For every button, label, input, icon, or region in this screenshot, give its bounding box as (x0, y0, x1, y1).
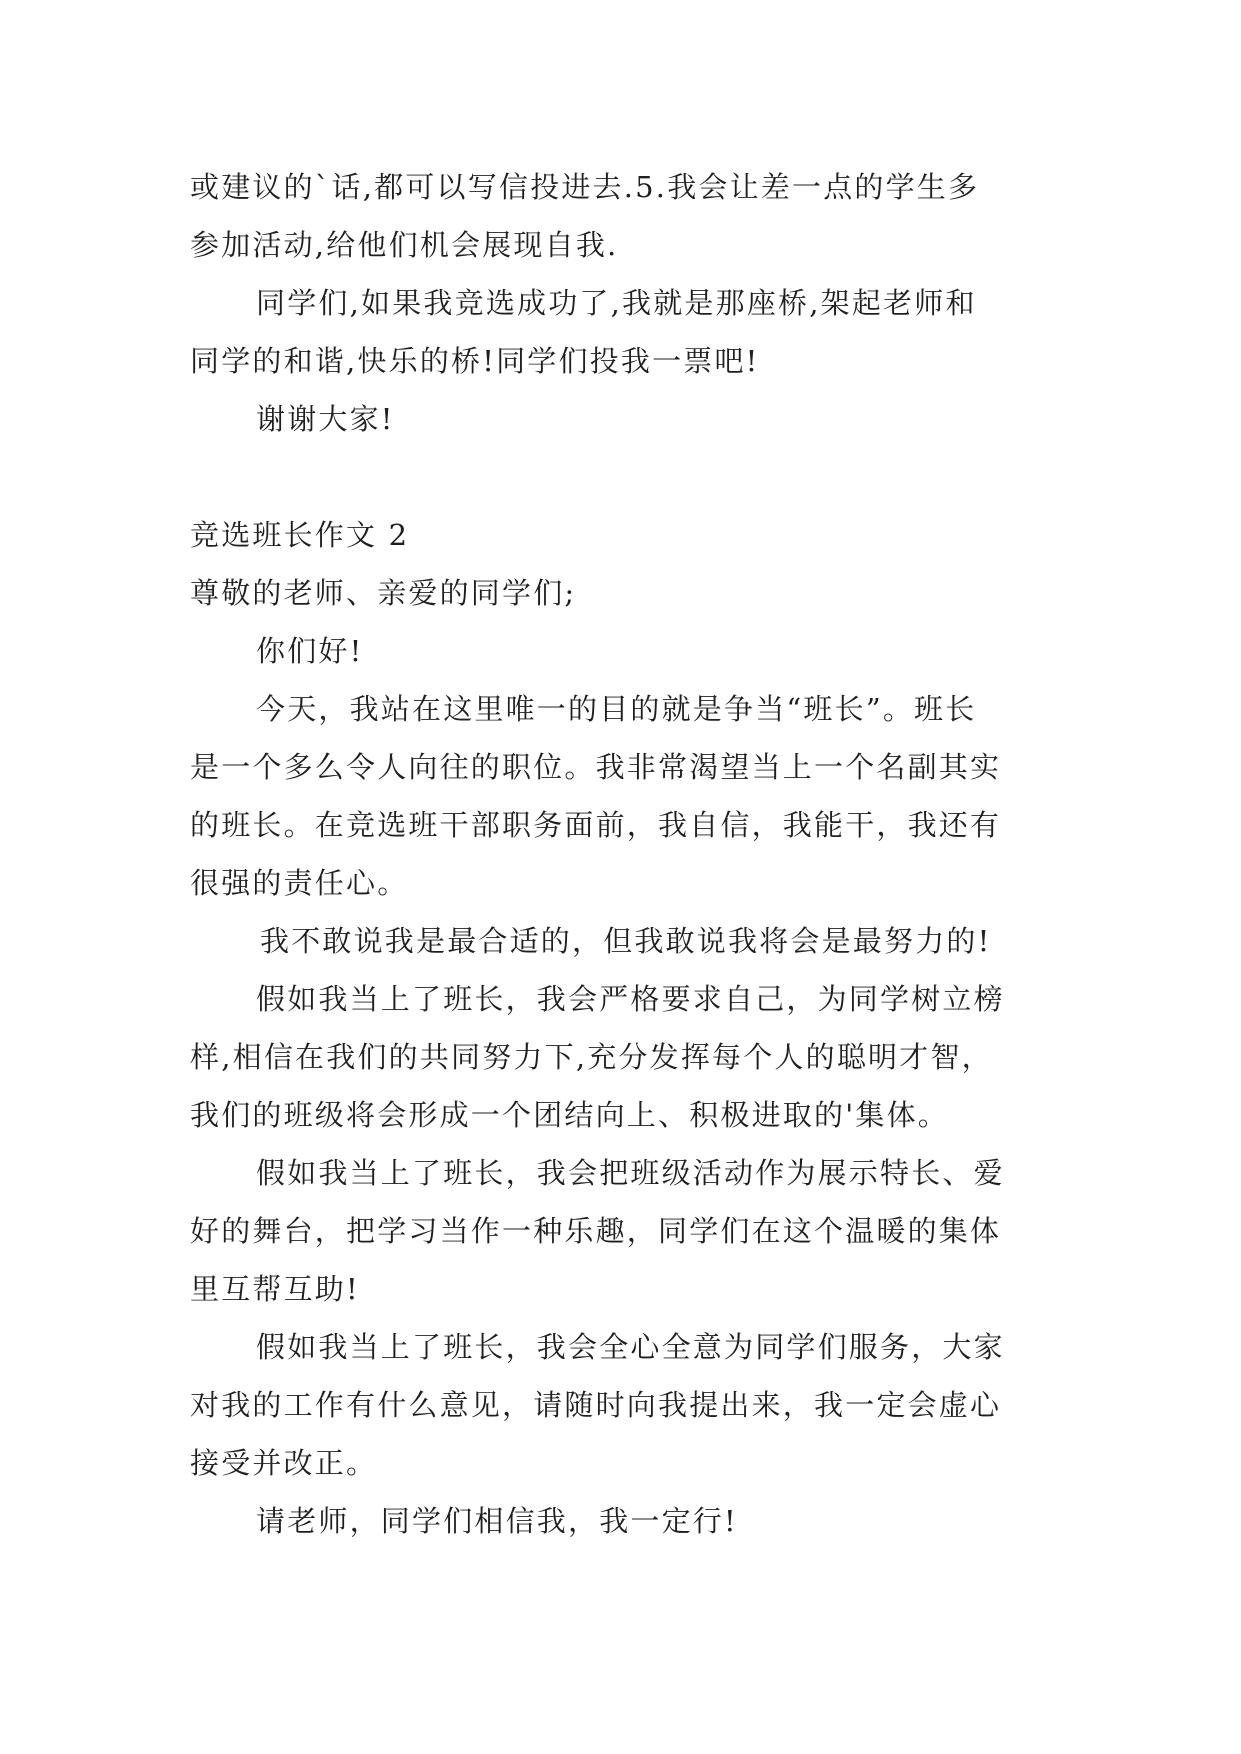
text-line: 很强的责任心。 (190, 866, 409, 900)
text-line: 接受并改正。 (190, 1446, 378, 1480)
text-line: 我们的班级将会形成一个团结向上、积极进取的'集体。 (190, 1098, 949, 1132)
text-line: 同学们,如果我竞选成功了,我就是那座桥,架起老师和 (256, 286, 977, 320)
text-line: 假如我当上了班长，我会全心全意为同学们服务，大家 (256, 1330, 1005, 1364)
text-line: 假如我当上了班长，我会把班级活动作为展示特长、爱 (256, 1156, 1005, 1190)
text-line: 请老师，同学们相信我，我一定行! (256, 1504, 738, 1538)
section-title: 竞选班长作文 2 (190, 518, 410, 552)
text-line: 假如我当上了班长，我会严格要求自己，为同学树立榜 (256, 982, 1005, 1016)
text-line: 谢谢大家! (256, 402, 395, 436)
text-line: 是一个多么令人向往的职位。我非常渴望当上一个名副其实 (190, 750, 1002, 784)
text-line: 样,相信在我们的共同努力下,充分发挥每个人的聪明才智， (190, 1040, 993, 1074)
text-line: 同学的和谐,快乐的桥!同学们投我一票吧! (190, 344, 760, 378)
text-line: 你们好! (256, 634, 364, 668)
text-line: 或建议的`话,都可以写信投进去.5.我会让差一点的学生多 (190, 170, 980, 204)
section-2-text (190, 506, 1070, 1550)
section-1-text (190, 158, 1070, 448)
text-line: 的班长。在竞选班干部职务面前，我自信，我能干，我还有 (190, 808, 1002, 842)
text-line: 参加活动,给他们机会展现自我. (190, 228, 619, 262)
text-line: 里互帮互助! (190, 1272, 360, 1306)
text-line: 我不敢说我是最合适的，但我敢说我将会是最努力的! (260, 924, 992, 958)
text-line: 好的舞台，把学习当作一种乐趣，同学们在这个温暖的集体 (190, 1214, 1002, 1248)
text-line: 对我的工作有什么意见，请随时向我提出来，我一定会虚心 (190, 1388, 1002, 1422)
text-line: 今天，我站在这里唯一的目的就是争当“班长”。班长 (256, 692, 977, 726)
text-line: 尊敬的老师、亲爱的同学们; (190, 576, 577, 610)
